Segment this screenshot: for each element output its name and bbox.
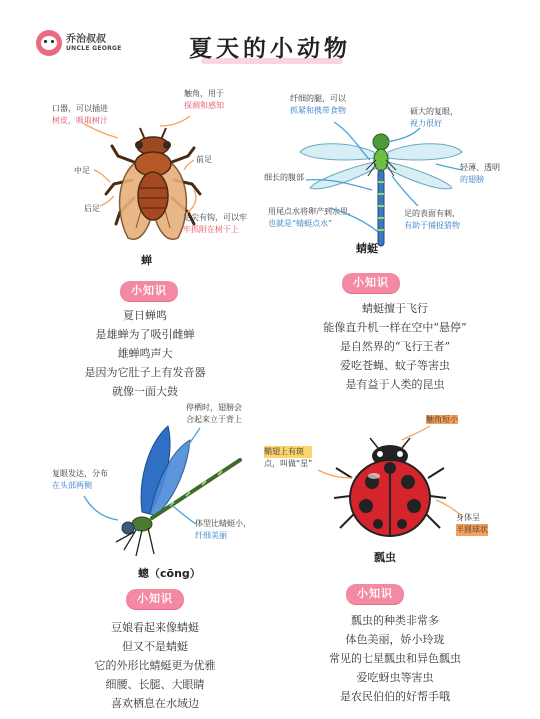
brand-name-en: UNCLE GEORGE bbox=[66, 45, 122, 52]
dragonfly-note-feet: 足的表面有刺， 有助于捕捉猎物 bbox=[404, 209, 460, 230]
damselfly-name: 蟌（cōng） bbox=[138, 567, 201, 580]
cicada-note-antenna: 触角，用于 探测和感知 bbox=[184, 89, 224, 110]
knowledge-badge-dragonfly: 小知识 bbox=[342, 273, 400, 293]
cicada-name: 蝉 bbox=[141, 254, 152, 267]
cicada-note-foreleg: 前足 bbox=[196, 155, 212, 164]
dragonfly-text: 蜻蜓擅于飞行 能像直升机一样在空中“悬停” 是自然界的“飞行王者” 爱吃苍蝇、蚊子等害虫 是有益于人类的昆虫 bbox=[323, 302, 467, 391]
brand-name: 乔治叔叔 bbox=[66, 34, 106, 45]
dragonfly-note-wings: 轻薄、透明 的翅膀 bbox=[460, 163, 500, 184]
damselfly-text: 豆娘看起来像蜻蜓 但又不是蜻蜓 它的外形比蜻蜓更为优雅 细腰、长腿、大眼睛 喜欢栖息在水域边 bbox=[94, 621, 216, 710]
cicada-note-hindleg: 后足 bbox=[84, 204, 100, 213]
damselfly-note-rest: 停栖时，翅膀会 合起来立于背上 bbox=[186, 403, 242, 424]
ladybug-note-antenna: 触角短小 bbox=[426, 415, 458, 424]
ladybug-note-spots: 鞘翅上有斑 点，叫做“星” bbox=[264, 447, 313, 468]
dragonfly-name: 蜻蜓 bbox=[356, 242, 378, 255]
dragonfly-note-abdomen: 细长的腹部 bbox=[264, 173, 304, 182]
knowledge-badge-damselfly: 小知识 bbox=[126, 589, 184, 609]
cicada-note-mouth: 口器，可以插进 树皮，吸取树汁 bbox=[52, 104, 108, 125]
cicada-text: 夏日蝉鸣 是雄蝉为了吸引雌蝉 雄蝉鸣声大 是因为它肚子上有发音器 就像一面大鼓 bbox=[84, 309, 206, 398]
dragonfly-note-legs: 纤细的腿，可以 抓紧和携带食物 bbox=[290, 94, 346, 115]
knowledge-badge-ladybug: 小知识 bbox=[346, 584, 404, 604]
dragonfly-note-eyes: 硕大的复眼， 视力很好 bbox=[410, 107, 458, 128]
damselfly-note-body: 体型比蜻蜓小， 纤细美丽 bbox=[195, 519, 251, 540]
page-title: 夏天的小动物 bbox=[189, 36, 351, 62]
cicada-note-midleg: 中足 bbox=[74, 166, 90, 175]
ladybug-name: 瓢虫 bbox=[374, 551, 396, 564]
ladybug-note-shape: 身体呈 半圆球状 bbox=[456, 513, 488, 534]
damselfly-note-eyes: 复眼发达，分布 在头部两侧 bbox=[52, 469, 108, 490]
ladybug-text: 瓢虫的种类非常多 体色美丽，娇小玲珑 常见的七星瓢虫和异色瓢虫 爱吃蚜虫等害虫 是农民伯伯的好帮手哦 bbox=[329, 614, 461, 703]
cicada-note-claw: 足尖有钩，可以牢 牢抓附在树干上 bbox=[183, 213, 247, 234]
dragonfly-note-eggs: 用尾点水将卵产到水里， 也就是“蜻蜓点水” bbox=[268, 207, 356, 228]
knowledge-badge-cicada: 小知识 bbox=[120, 281, 178, 301]
